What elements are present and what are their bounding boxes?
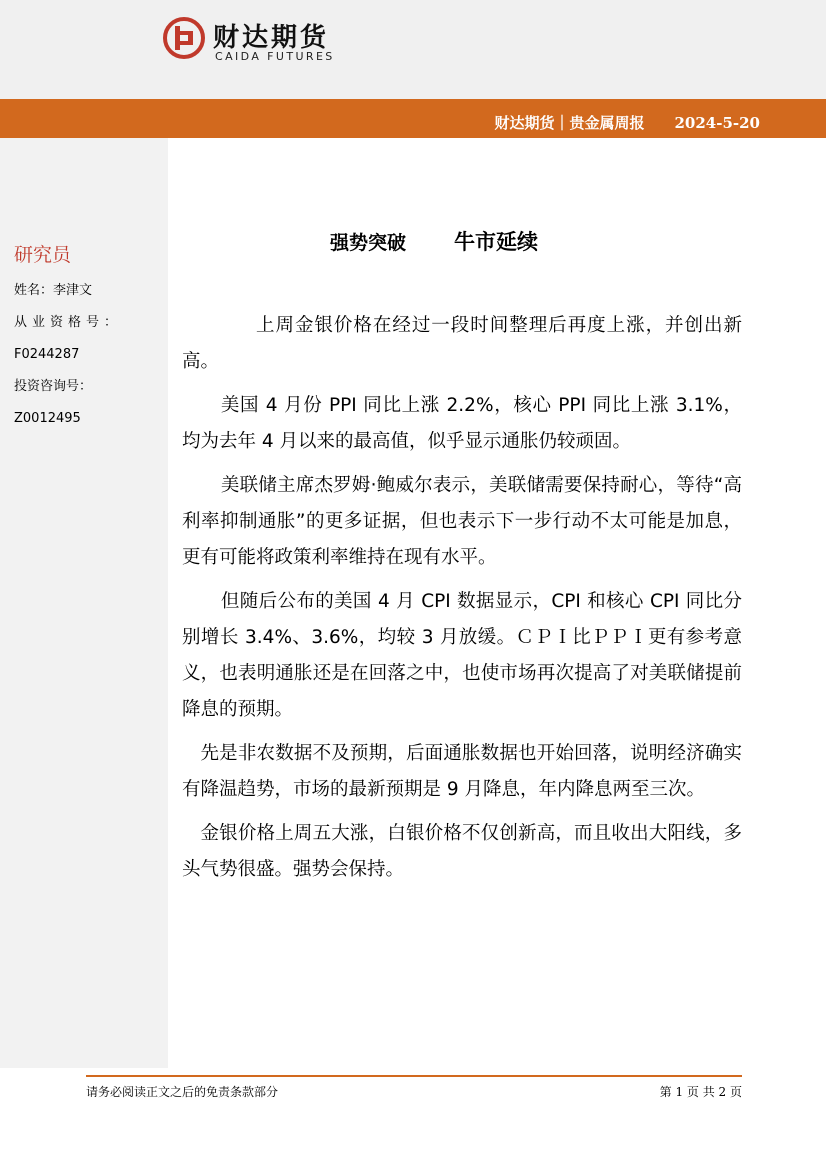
company-logo	[163, 17, 363, 67]
researcher-info	[14, 240, 164, 441]
footer-disclaimer: 请务必阅读正文之后的免责条款部分	[86, 1085, 279, 1099]
researcher-title: 研究员	[14, 244, 72, 266]
logo-name: 财达期货	[213, 23, 330, 53]
title-part-1: 强势突破	[330, 232, 407, 254]
qualification-number: F0244287	[14, 347, 80, 362]
article-body	[182, 308, 742, 896]
qualification-label: 从业资格号：	[14, 315, 123, 330]
page-number: 第 1 页 共 2 页	[659, 1085, 742, 1099]
researcher-name: 姓名：李津文	[14, 283, 93, 298]
paragraph: 但随后公布的美国 4 月 CPI 数据显示，CPI 和核心 CPI 同比分别增长 3.4%、3.6%，均较 3 月放缓。ＣＰＩ比ＰＰＩ更有参考意义，也表明通胀还是在回落之中，也使市场再次提高了对美联储提前降息的预期。	[182, 591, 742, 720]
report-info	[494, 112, 760, 133]
title-part-2: 牛市延续	[454, 230, 539, 254]
caida-logo-icon	[163, 17, 205, 59]
paragraph: 上周金银价格在经过一段时间整理后再度上涨，并创出新高。	[182, 315, 742, 372]
logo-subtitle: CAIDA FUTURES	[215, 50, 335, 63]
header-band	[0, 0, 826, 99]
consulting-label: 投资咨询号：	[14, 379, 93, 394]
paragraph: 美联储主席杰罗姆·鲍威尔表示，美联储需要保持耐心，等待“高利率抑制通胀”的更多证据，但也表示下一步行动不太可能是加息，更有可能将政策利率维持在现有水平。	[182, 475, 742, 568]
paragraph: 金银价格上周五大涨，白银价格不仅创新高，而且收出大阳线，多头气势很盛。强势会保持。	[182, 823, 742, 880]
paragraph: 先是非农数据不及预期，后面通胀数据也开始回落，说明经济确实有降温趋势，市场的最新预期是 9 月降息，年内降息两至三次。	[182, 743, 742, 800]
report-label: 财达期货｜贵金属周报	[494, 114, 645, 132]
paragraph: 美国 4 月份 PPI 同比上涨 2.2%，核心 PPI 同比上涨 3.1%，均为去年 4 月以来的最高值，似乎显示通胀仍较顽固。	[182, 395, 742, 452]
footer-divider	[86, 1075, 742, 1077]
article-title	[330, 226, 538, 256]
report-date: 2024-5-20	[674, 114, 760, 132]
consulting-number: Z0012495	[14, 411, 81, 426]
